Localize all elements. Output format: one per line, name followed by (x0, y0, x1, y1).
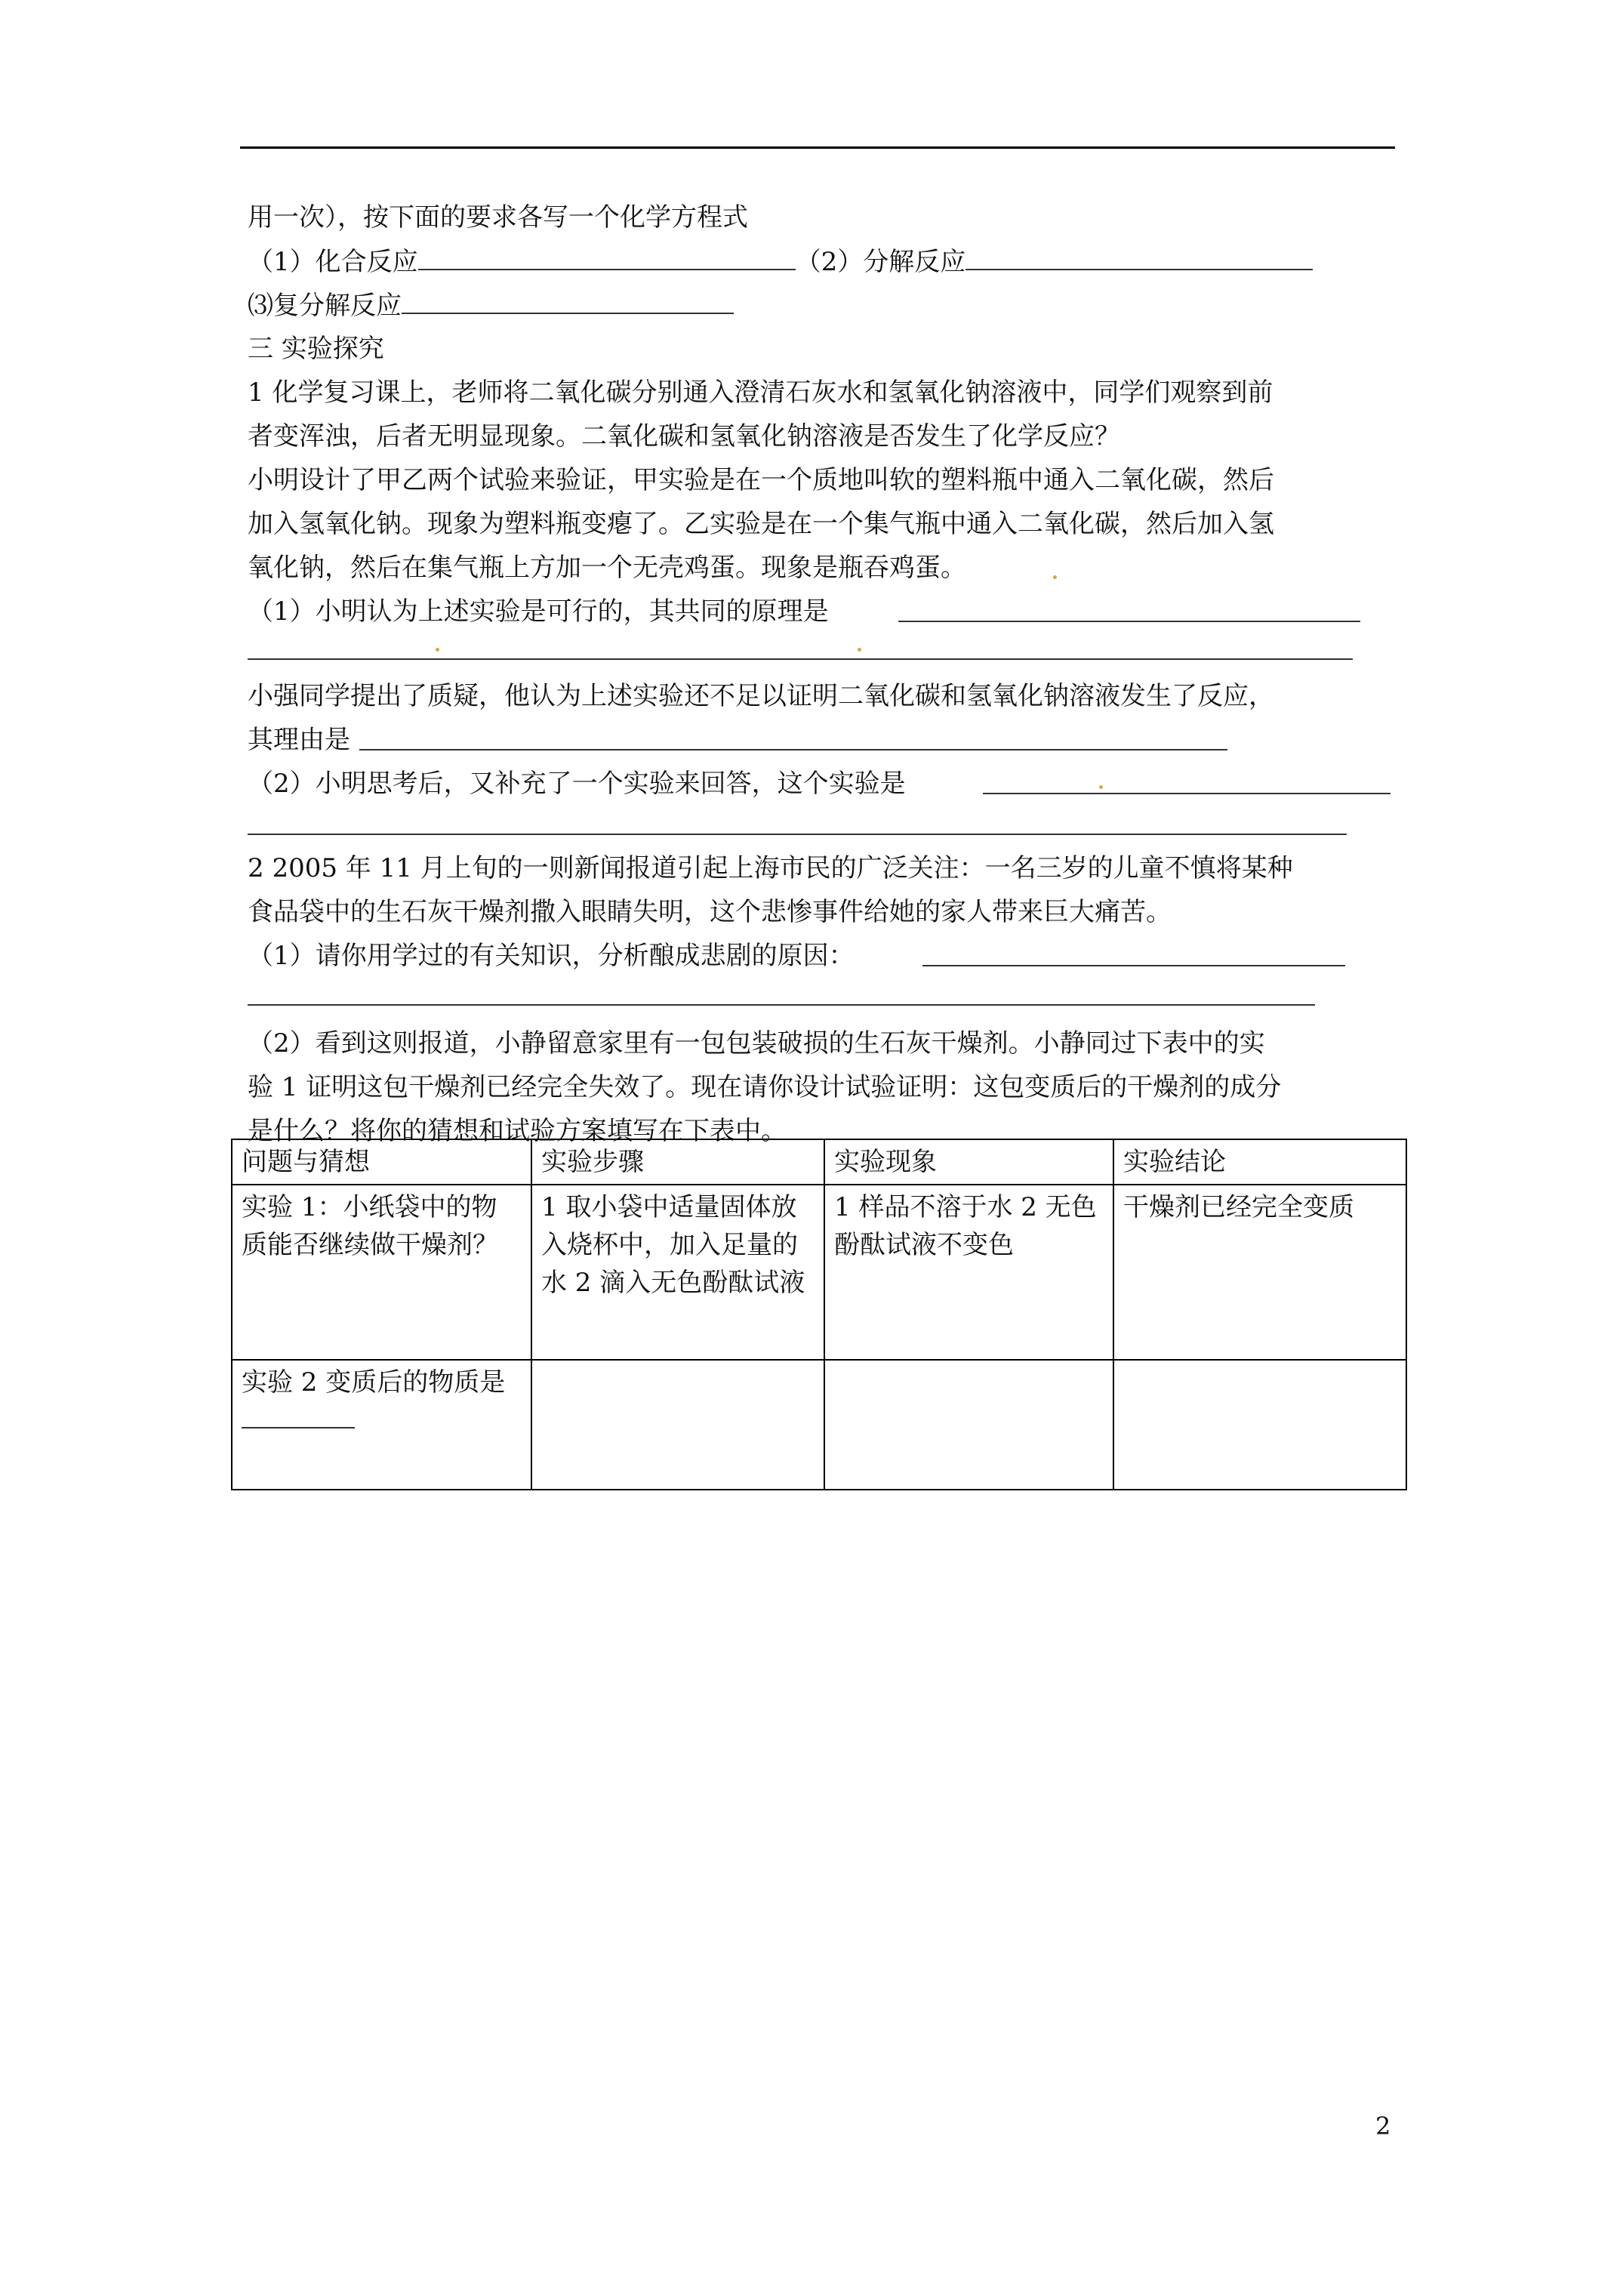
question-cause-label: （1）请你用学过的有关知识，分析酿成悲剧的原因： (248, 941, 855, 971)
row2-steps-cell[interactable] (531, 1360, 824, 1490)
experiment-table (231, 1139, 1407, 1490)
paragraph-line: （2）看到这则报道，小静留意家里有一包包装破损的生石灰干燥剂。小静同过下表中的实 (248, 1028, 1265, 1059)
paragraph-line: 1 化学复习课上，老师将二氧化碳分别通入澄清石灰水和氢氧化钠溶液中，同学们观察到前 (248, 378, 1273, 408)
paragraph-line: 2 2005 年 11 月上旬的一则新闻报道引起上海市民的广泛关注：一名三岁的儿童不慎将某种 (248, 853, 1293, 883)
header-question: 问题与猜想 (232, 1139, 531, 1185)
table-row (232, 1185, 1406, 1360)
doubt-reason-label: 其理由是 (248, 725, 350, 755)
stray-mark (1099, 785, 1103, 789)
doubt-reason-blank[interactable] (359, 749, 1227, 750)
combination-reaction-label: （1）化合反应 (248, 247, 418, 277)
supplement-blank[interactable] (983, 793, 1390, 794)
question-cause-line (248, 941, 855, 971)
row1-question: 实验 1：小纸袋中的物质能否继续做干燥剂？ (232, 1185, 531, 1360)
row2-conclusion-cell[interactable] (1113, 1360, 1406, 1490)
question-supplement-line (248, 769, 906, 799)
stray-mark (858, 648, 861, 652)
double-decomposition-blank[interactable] (402, 290, 734, 314)
supplement-blank-continued[interactable] (248, 834, 1347, 835)
row2-question (232, 1360, 531, 1490)
header-rule (240, 146, 1395, 149)
decomposition-reaction-blank[interactable] (965, 246, 1313, 270)
row2-question-text: 实验 2 变质后的物质是 (242, 1367, 506, 1398)
stray-mark (436, 648, 439, 652)
header-steps: 实验步骤 (531, 1139, 824, 1185)
principle-blank-continued[interactable] (248, 658, 1353, 660)
cause-blank-continued[interactable] (248, 1004, 1315, 1006)
paragraph-line: 食品袋中的生石灰干燥剂撒入眼睛失明，这个悲惨事件给她的家人带来巨大痛苦。 (248, 897, 1172, 927)
header-conclusion: 实验结论 (1113, 1139, 1406, 1185)
row1-conclusion: 干燥剂已经完全变质 (1113, 1185, 1406, 1360)
section-title: 三 实验探究 (248, 334, 384, 364)
row2-phenomenon-cell[interactable] (824, 1360, 1113, 1490)
table-row (232, 1360, 1406, 1490)
paragraph-line: 是什么？将你的猜想和试验方案填写在下表中。 (248, 1116, 787, 1146)
doubt-line: 小强同学提出了质疑，他认为上述实验还不足以证明二氧化碳和氢氧化钠溶液发生了反应， (248, 681, 1274, 711)
page-number: 2 (1375, 2112, 1391, 2140)
header-phenomenon: 实验现象 (824, 1139, 1113, 1185)
double-decomposition-label: ⑶复分解反应 (248, 291, 402, 321)
decomposition-reaction-label: （2）分解反应 (795, 247, 966, 277)
question-supplement-label: （2）小明思考后，又补充了一个实验来回答，这个实验是 (248, 769, 906, 799)
paragraph-line: 验 1 证明这包干燥剂已经完全失效了。现在请你设计试验证明：这包变质后的干燥剂的成分 (248, 1072, 1282, 1102)
question-double-decomposition-line (248, 290, 734, 321)
row1-steps: 1 取小袋中适量固体放入烧杯中，加入足量的水 2 滴入无色酚酞试液 (531, 1185, 824, 1360)
paragraph-line: 氧化钠，然后在集气瓶上方加一个无壳鸡蛋。现象是瓶吞鸡蛋。 (248, 553, 966, 583)
question-principle-label: （1）小明认为上述实验是可行的，其共同的原理是 (248, 596, 829, 627)
doubt-reason-line (248, 725, 350, 755)
principle-blank[interactable] (898, 621, 1360, 622)
combination-reaction-blank[interactable] (418, 246, 796, 270)
question-principle-line (248, 596, 829, 627)
cause-blank[interactable] (922, 965, 1345, 966)
intro-line: 用一次），按下面的要求各写一个化学方程式 (248, 202, 748, 233)
paragraph-line: 加入氢氧化钠。现象为塑料瓶变瘪了。乙实验是在一个集气瓶中通入二氧化碳，然后加入氢 (248, 509, 1274, 539)
stray-mark (1053, 575, 1057, 579)
row1-phenomenon: 1 样品不溶于水 2 无色酚酞试液不变色 (824, 1185, 1113, 1360)
row2-question-blank[interactable] (242, 1401, 355, 1428)
table-header-row (232, 1139, 1406, 1185)
question-combination-line (248, 246, 1313, 277)
paragraph-line: 小明设计了甲乙两个试验来验证，甲实验是在一个质地叫软的塑料瓶中通入二氧化碳，然后 (248, 465, 1274, 495)
paragraph-line: 者变浑浊，后者无明显现象。二氧化碳和氢氧化钠溶液是否发生了化学反应？ (248, 421, 1120, 451)
